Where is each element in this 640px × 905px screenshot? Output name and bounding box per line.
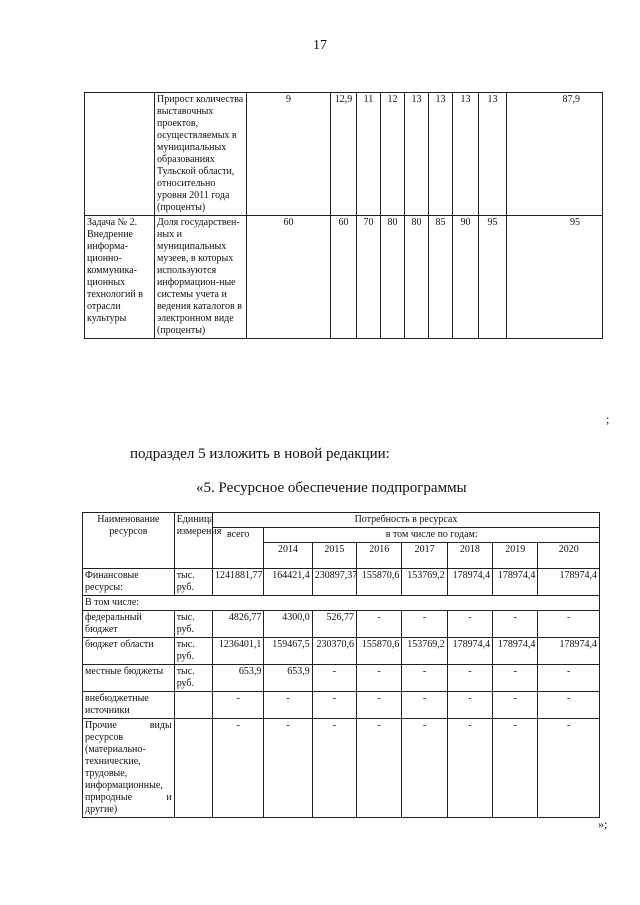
- year-value-cell: -: [447, 692, 492, 719]
- year-value-cell: -: [447, 611, 492, 638]
- year-value-cell: 164421,4: [264, 569, 312, 596]
- year-header: 2017: [402, 543, 447, 569]
- year-value-cell: -: [312, 692, 356, 719]
- value-cell: 95: [507, 216, 603, 339]
- resource-name-cell: внебюджетные источники: [83, 692, 175, 719]
- table1-trailing-semicolon: ;: [606, 412, 610, 426]
- value-cell: 11: [357, 93, 381, 216]
- year-header: 2019: [493, 543, 538, 569]
- year-value-cell: 178974,4: [538, 638, 600, 665]
- table-row: [83, 611, 600, 638]
- value-cell: 13: [405, 93, 429, 216]
- table-row: [83, 719, 600, 818]
- year-value-cell: 153769,2: [402, 569, 447, 596]
- year-value-cell: -: [493, 665, 538, 692]
- table-row: [85, 216, 603, 339]
- total-cell: 1241881,77: [212, 569, 263, 596]
- year-value-cell: -: [357, 665, 402, 692]
- table2-trailing-quote: »;: [598, 817, 608, 831]
- year-value-cell: -: [493, 719, 538, 818]
- value-cell: 13: [479, 93, 507, 216]
- value-cell: 90: [453, 216, 479, 339]
- section-heading: «5. Ресурсное обеспечение подпрограммы: [196, 480, 467, 496]
- year-value-cell: -: [357, 692, 402, 719]
- year-value-cell: -: [312, 719, 356, 818]
- year-value-cell: 155870,6: [357, 569, 402, 596]
- year-value-cell: -: [447, 719, 492, 818]
- table-row: [83, 692, 600, 719]
- value-cell: 13: [453, 93, 479, 216]
- year-value-cell: -: [493, 611, 538, 638]
- value-cell: 13: [429, 93, 453, 216]
- value-cell: 70: [357, 216, 381, 339]
- year-value-cell: -: [493, 692, 538, 719]
- year-value-cell: -: [357, 611, 402, 638]
- resource-name-cell: Финансовые ресурсы:: [83, 569, 175, 596]
- year-value-cell: 178974,4: [538, 569, 600, 596]
- year-value-cell: -: [402, 665, 447, 692]
- year-header: 2015: [312, 543, 356, 569]
- year-value-cell: -: [538, 665, 600, 692]
- year-value-cell: -: [447, 665, 492, 692]
- year-value-cell: 526,77: [312, 611, 356, 638]
- year-value-cell: -: [402, 719, 447, 818]
- total-cell: -: [212, 692, 263, 719]
- value-cell: 60: [247, 216, 331, 339]
- table-row: [83, 638, 600, 665]
- col-header-unit: Единица измерения: [174, 513, 212, 569]
- task-cell: [85, 93, 155, 216]
- year-value-cell: -: [402, 611, 447, 638]
- table-row: [85, 93, 603, 216]
- total-cell: -: [212, 719, 263, 818]
- total-cell: 653,9: [212, 665, 263, 692]
- year-value-cell: 653,9: [264, 665, 312, 692]
- value-cell: 60: [331, 216, 357, 339]
- year-value-cell: 4300,0: [264, 611, 312, 638]
- year-value-cell: 178974,4: [447, 638, 492, 665]
- unit-cell: тыс. руб.: [174, 611, 212, 638]
- year-header: 2016: [357, 543, 402, 569]
- value-cell: 87,9: [507, 93, 603, 216]
- subheader-cell: В том числе:: [83, 596, 600, 611]
- value-cell: 12,9: [331, 93, 357, 216]
- year-value-cell: 178974,4: [493, 638, 538, 665]
- value-cell: 95: [479, 216, 507, 339]
- value-cell: 85: [429, 216, 453, 339]
- resources-table: [82, 512, 600, 818]
- year-value-cell: 230897,37: [312, 569, 356, 596]
- unit-cell: тыс. руб.: [174, 569, 212, 596]
- resource-name-cell: федеральный бюджет: [83, 611, 175, 638]
- amendment-paragraph: подраздел 5 изложить в новой редакции:: [130, 446, 390, 462]
- year-value-cell: -: [538, 719, 600, 818]
- indicator-cell: Доля государствен-ных и муниципальных музеев, в которых используются информацион-ные системы учета и ведения каталогов в электронном виде (проценты): [155, 216, 247, 339]
- col-header-need: Потребность в ресурсах: [212, 513, 599, 528]
- year-value-cell: -: [264, 692, 312, 719]
- value-cell: 12: [381, 93, 405, 216]
- table-row: [83, 569, 600, 596]
- unit-cell: [174, 719, 212, 818]
- year-value-cell: 159467,5: [264, 638, 312, 665]
- year-value-cell: -: [402, 692, 447, 719]
- value-cell: 80: [381, 216, 405, 339]
- year-value-cell: -: [538, 692, 600, 719]
- total-cell: 4826,77: [212, 611, 263, 638]
- year-value-cell: 153769,2: [402, 638, 447, 665]
- year-value-cell: 178974,4: [447, 569, 492, 596]
- page-number: 17: [313, 38, 327, 53]
- value-cell: 80: [405, 216, 429, 339]
- indicators-table: [84, 92, 603, 339]
- resource-name-cell: местные бюджеты: [83, 665, 175, 692]
- table-row: [83, 596, 600, 611]
- year-value-cell: 230370,6: [312, 638, 356, 665]
- unit-cell: тыс. руб.: [174, 638, 212, 665]
- year-header: 2018: [447, 543, 492, 569]
- year-header: 2014: [264, 543, 312, 569]
- year-value-cell: -: [264, 719, 312, 818]
- year-header: 2020: [538, 543, 600, 569]
- indicator-cell: Прирост количества выставочных проектов, осуществляемых в муниципальных образованиях Тульской области, относительно уровня 2011 года (проценты): [155, 93, 247, 216]
- year-value-cell: 155870,6: [357, 638, 402, 665]
- resource-name-cell: Прочие виды ресурсов (материально-технические, трудовые, информационные, природные и другие): [83, 719, 175, 818]
- col-header-by-years: в том числе по годам:: [264, 528, 600, 543]
- year-value-cell: -: [357, 719, 402, 818]
- year-value-cell: -: [312, 665, 356, 692]
- col-header-resource: Наименование ресурсов: [83, 513, 175, 569]
- unit-cell: [174, 692, 212, 719]
- unit-cell: тыс. руб.: [174, 665, 212, 692]
- year-value-cell: 178974,4: [493, 569, 538, 596]
- resource-name-cell: бюджет области: [83, 638, 175, 665]
- task-cell: Задача № 2. Внедрение информа-ционно-коммуника-ционных технологий в отрасли культуры: [85, 216, 155, 339]
- table-row: [83, 665, 600, 692]
- col-header-total: всего: [212, 528, 263, 569]
- total-cell: 1236401,1: [212, 638, 263, 665]
- year-value-cell: -: [538, 611, 600, 638]
- value-cell: 9: [247, 93, 331, 216]
